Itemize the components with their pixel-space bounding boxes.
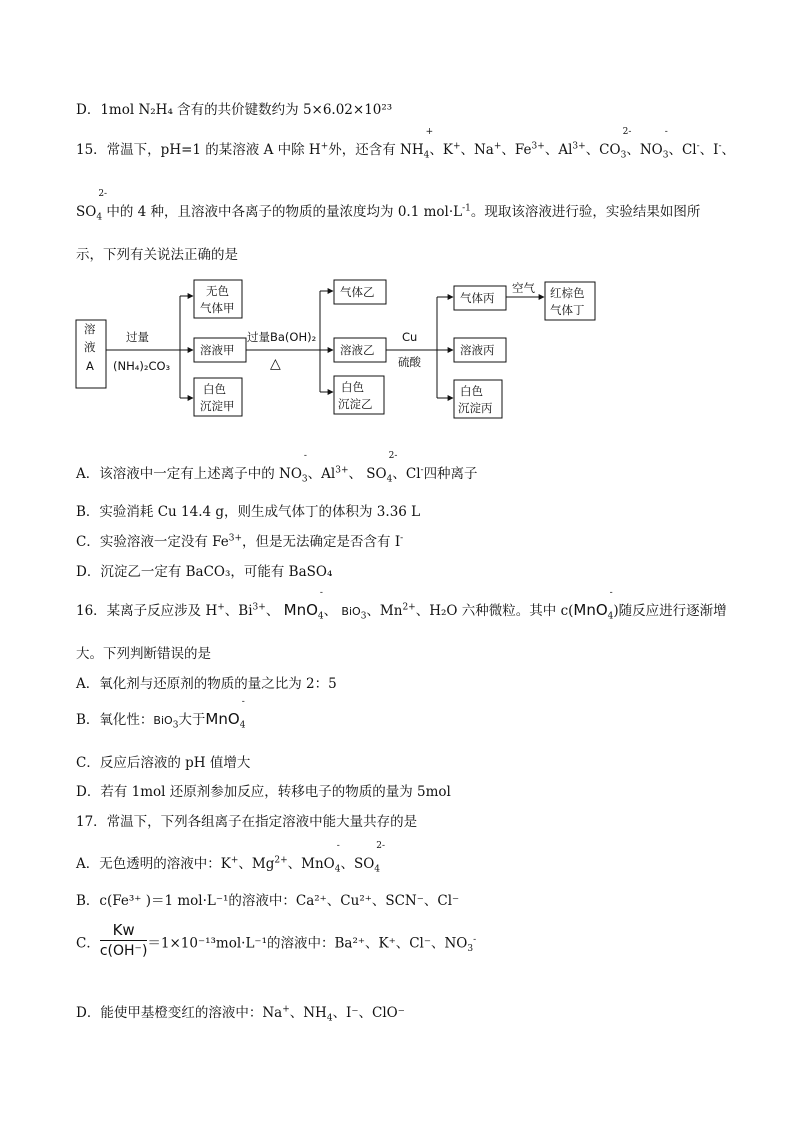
q16-stem-line-1: 16．某离子反应涉及 H+、$Bi^{3+}$、 MnO - $_4$、 BiO$_3$、$Mn^{2+}$、H₂O 六种微粒。其中 c(MnO - $_4$)随反应进行逐渐增 (76, 588, 727, 622)
gas-bing-label: 气体丙 (460, 291, 495, 305)
gas-jia-label-1: 无色 (206, 284, 229, 298)
reagent-1-bottom: (NH₄)₂CO₃ (113, 359, 171, 373)
gas-ding-label-2: 气体丁 (550, 303, 585, 317)
q16-option-b: B．氧化性：BiO$_3$大于MnO - $_4$ (76, 697, 246, 731)
q17-option-d: D．能使甲基橙变红的溶液中：Na+、$NH_4$、I⁻、ClO⁻ (76, 1004, 405, 1024)
q15-option-b: B．实验消耗 Cu 14.4 g，则生成气体丁的体积为 3.36 L (76, 504, 421, 520)
reagent-1-top: 过量 (126, 330, 149, 344)
precipitate-yi-label-1: 白色 (341, 380, 364, 394)
precipitate-yi-label-2: 沉淀乙 (338, 397, 373, 411)
solution-yi-label: 溶液乙 (340, 343, 375, 357)
gas-ding-label-1: 红棕色 (550, 286, 585, 300)
q15-stem-line-1: 15．常温下，pH=1 的某溶液 A 中除 H+外，还含有 NH + $_4$、K+、Na+、$Fe^{3+}$、$Al^{3+}$、CO 2- $_3$、NO - $_3$、Cl-、I-、 (76, 127, 736, 161)
kw-fraction: $\frac{Kw}{c(OH^-)}$ (99, 921, 148, 959)
q16-option-d: D．若有 1mol 还原剂参加反应，转移电子的物质的量为 5mol (76, 784, 451, 800)
q16-option-a: A．氧化剂与还原剂的物质的量之比为 2：5 (76, 676, 337, 692)
start-label-2: 液 (84, 340, 96, 354)
precipitate-bing-label-2: 沉淀丙 (458, 401, 493, 415)
reagent-2-bottom: △ (270, 356, 281, 372)
q15-stem-line-2: SO 2- $_4$ 中的 4 种，且溶液中各离子的物质的量浓度均为 0.1 $mol\cdot L^{-1}$。现取该溶液进行验，实验结果如图所 (76, 189, 701, 223)
q15-option-c: C．实验溶液一定没有 $Fe^{3+}$，但是无法确定是否含有 I- (76, 533, 404, 550)
q15-option-a: A．该溶液中一定有上述离子中的 NO - $_3$、$Al^{3+}$、 SO 2- $_4$、Cl-四种离子 (76, 451, 478, 485)
reagent-3-bottom: 硫酸 (398, 355, 421, 369)
precipitate-jia-label-1: 白色 (203, 382, 226, 396)
reagent-2-top: 过量Ba(OH)₂ (247, 330, 317, 344)
solution-jia-label: 溶液甲 (200, 343, 235, 357)
gas-yi-label: 气体乙 (340, 285, 375, 299)
reagent-4-label: 空气 (512, 281, 535, 295)
start-label-3: A (86, 359, 94, 373)
q17-option-c: C． $\frac{Kw}{c(OH^-)}$ ＝1×10⁻¹³mol·L⁻¹的溶液中：Ba²⁺、K⁺、Cl⁻、$NO_3^-$ (76, 921, 477, 959)
q17-stem: 17．常温下，下列各组离子在指定溶液中能大量共存的是 (76, 814, 418, 830)
start-label-1: 溶 (84, 322, 96, 336)
gas-jia-label-2: 气体甲 (200, 301, 235, 315)
solution-bing-label: 溶液丙 (460, 343, 495, 357)
q14-option-d: D．1mol N₂H₄ 含有的共价键数约为 5×6.02×10²³ (76, 102, 393, 118)
q17-option-b: B．c(Fe³⁺ )＝1 mol·L⁻¹的溶液中：Ca²⁺、Cu²⁺、SCN⁻、Cl⁻ (76, 893, 460, 909)
q17-option-a: A．无色透明的溶液中：K+、$Mg^{2+}$、MnO - $_4$、SO 2- $_4$ (76, 841, 386, 875)
precipitate-bing-label-1: 白色 (460, 384, 483, 398)
q16-stem-line-2: 大。下列判断错误的是 (76, 646, 211, 662)
q15-option-d: D．沉淀乙一定有 BaCO₃，可能有 BaSO₄ (76, 564, 333, 580)
q15-flow-diagram (0, 0, 800, 430)
reagent-3-top: Cu (402, 330, 418, 344)
q15-stem-line-3: 示，下列有关说法正确的是 (76, 247, 238, 263)
precipitate-jia-label-2: 沉淀甲 (200, 399, 235, 413)
q16-option-c: C．反应后溶液的 pH 值增大 (76, 755, 251, 771)
